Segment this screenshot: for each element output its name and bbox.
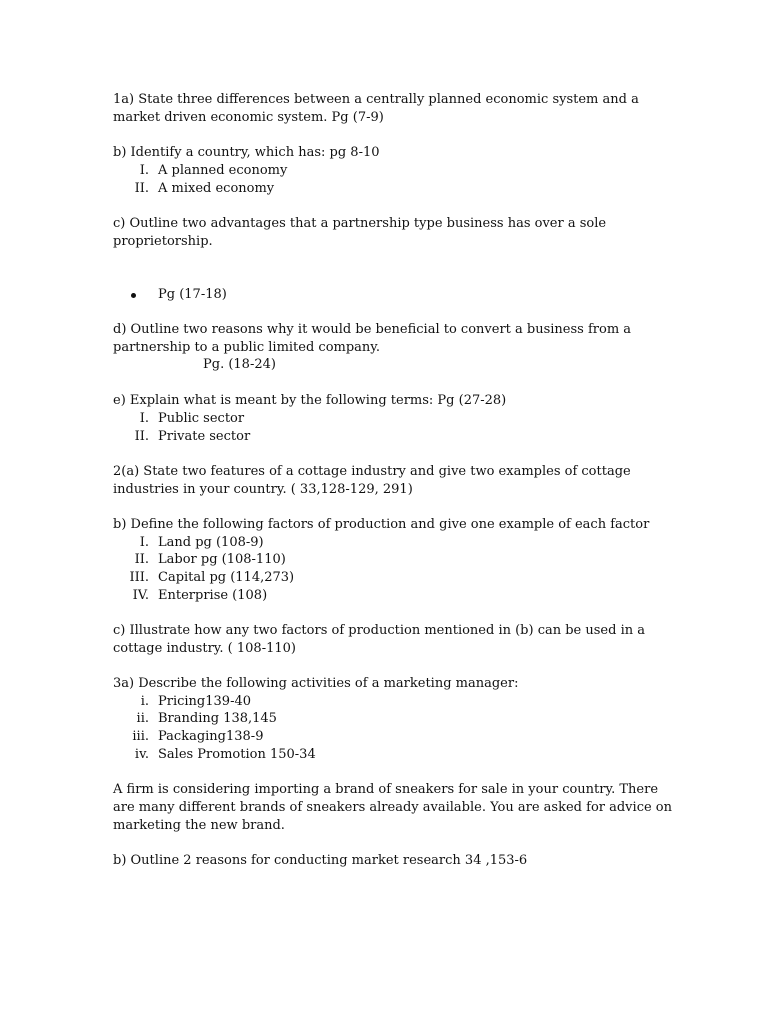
q1d-page-ref: Pg. (18-24)	[203, 357, 276, 372]
q2c-line-1: c) Illustrate how any two factors of production mentioned in (b) can be used in a	[113, 623, 645, 638]
list-text: Branding 138,145	[158, 711, 277, 726]
list-text: Capital pg (114,273)	[158, 570, 295, 585]
q2c-line-2: cottage industry. ( 108-110)	[113, 641, 296, 656]
list-text: Land pg (108-9)	[158, 535, 264, 550]
list-numeral: II.	[134, 552, 149, 567]
q1c-line-2: proprietorship.	[113, 234, 213, 249]
bullet-text: Pg (17-18)	[158, 287, 227, 302]
q1d-line-1: d) Outline two reasons why it would be beneficial to convert a business from a	[113, 322, 632, 337]
list-text: Packaging138-9	[158, 729, 264, 744]
bullet-icon	[131, 293, 136, 298]
list-numeral: II.	[134, 181, 149, 196]
q1e-line: e) Explain what is meant by the following terms: Pg (27-28)	[113, 393, 507, 408]
q1c-line-1: c) Outline two advantages that a partnership type business has over a sole	[113, 216, 607, 231]
q3b-line: b) Outline 2 reasons for conducting market research 34 ,153-6	[113, 853, 528, 868]
list-numeral: IV.	[132, 588, 149, 603]
list-text: Private sector	[158, 429, 251, 444]
scenario-line-2: are many different brands of sneakers already available. You are asked for advice on	[113, 800, 672, 815]
q1b-line: b) Identify a country, which has: pg 8-10	[113, 145, 380, 160]
list-text: A mixed economy	[158, 181, 275, 196]
list-numeral: I.	[139, 163, 149, 178]
q1d-line-2: partnership to a public limited company.	[113, 340, 381, 355]
list-numeral: II.	[134, 429, 149, 444]
q2b-line: b) Define the following factors of production and give one example of each factor	[113, 517, 650, 532]
list-numeral: I.	[139, 535, 149, 550]
list-text: Pricing139-40	[158, 694, 251, 709]
list-text: Labor pg (108-110)	[158, 552, 286, 567]
list-numeral: iv.	[134, 747, 149, 762]
q3a-line: 3a) Describe the following activities of a marketing manager:	[113, 676, 519, 691]
q1a-line-2: market driven economic system. Pg (7-9)	[113, 110, 384, 125]
scenario-line-3: marketing the new brand.	[113, 818, 285, 833]
q1a-line-1: 1a) State three differences between a centrally planned economic system and a	[113, 92, 639, 107]
list-numeral: iii.	[132, 729, 149, 744]
q2a-line-2: industries in your country. ( 33,128-129, 291)	[113, 482, 413, 497]
list-numeral: I.	[139, 411, 149, 426]
list-text: Sales Promotion 150-34	[158, 747, 316, 762]
scenario-line-1: A firm is considering importing a brand of sneakers for sale in your country. There	[113, 782, 659, 797]
list-numeral: i.	[140, 694, 149, 709]
list-text: A planned economy	[158, 163, 288, 178]
q2a-line-1: 2(a) State two features of a cottage industry and give two examples of cottage	[113, 464, 631, 479]
list-numeral: III.	[129, 570, 149, 585]
list-text: Public sector	[158, 411, 245, 426]
list-text: Enterprise (108)	[158, 588, 268, 603]
list-numeral: ii.	[136, 711, 149, 726]
